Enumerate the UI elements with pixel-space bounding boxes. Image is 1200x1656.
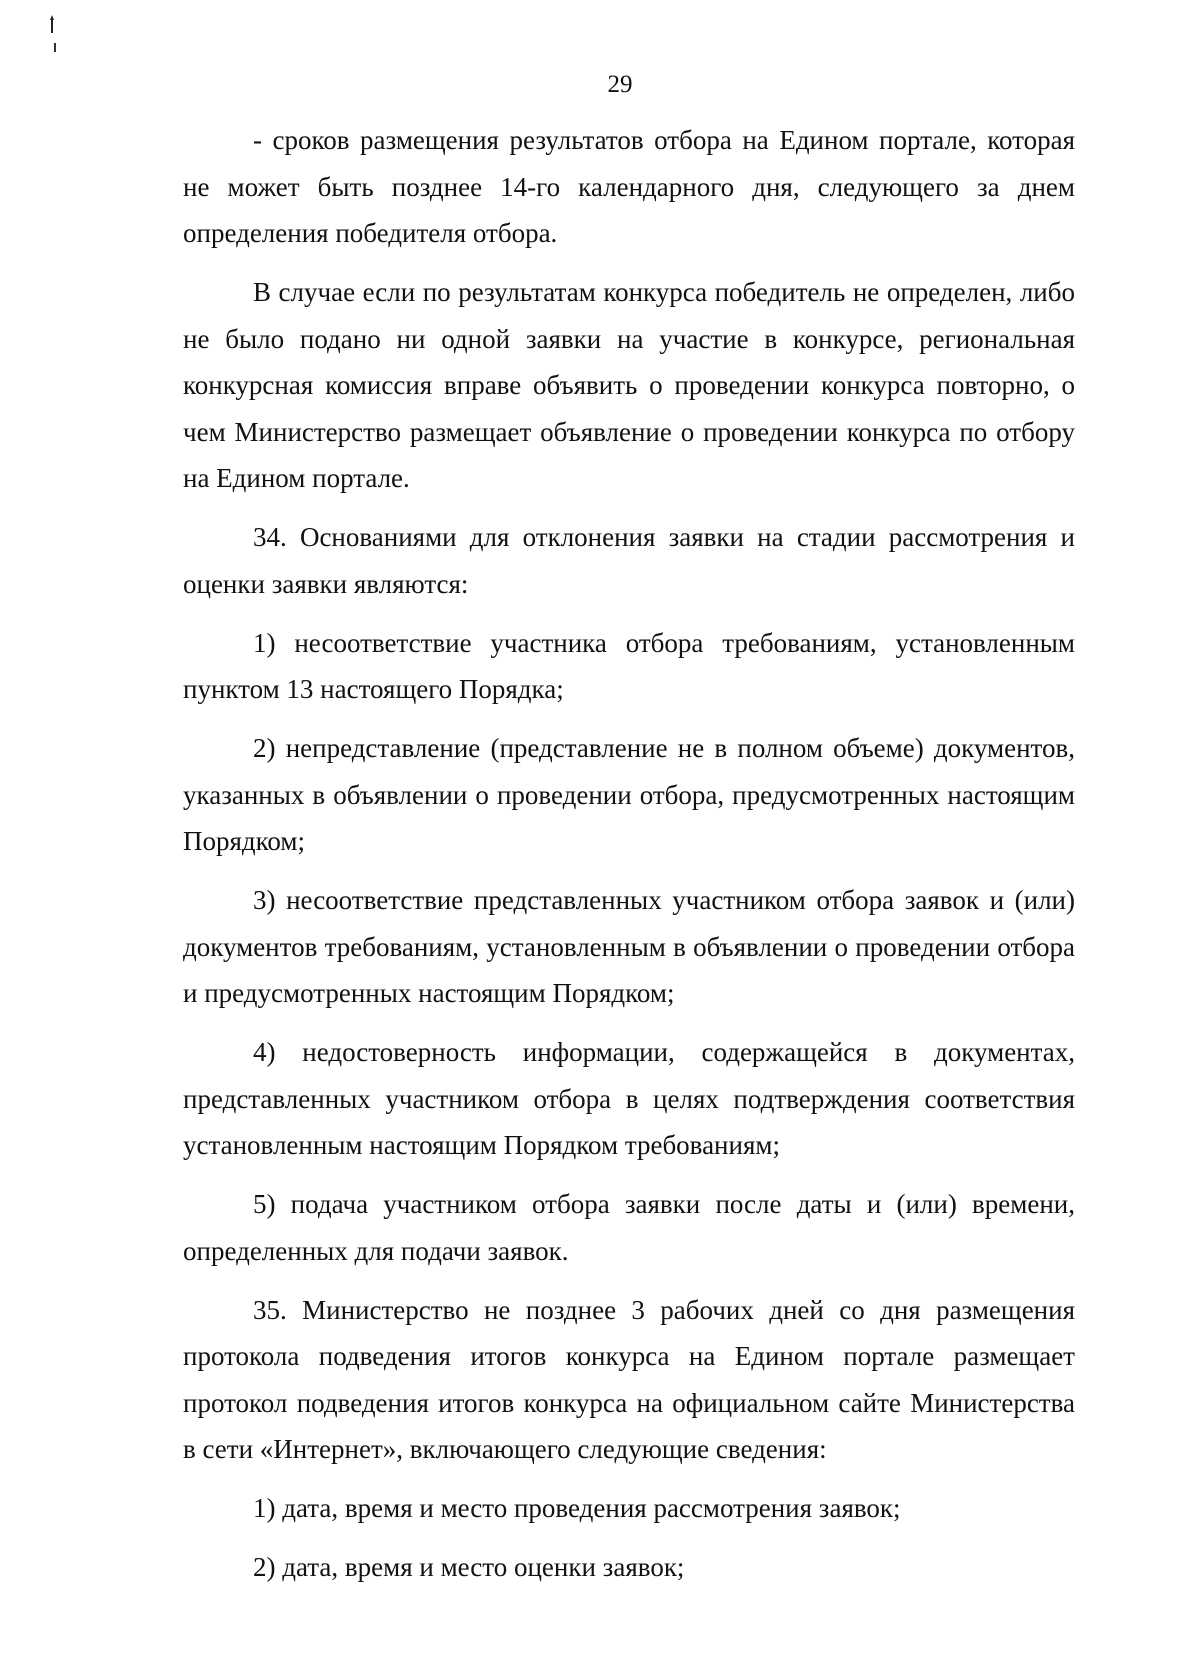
list-item-34-4: 4) недостоверность информации, содержащейся в документах, представленных участником отбора в целях подтверждения соответствия установленным настоящим Порядком требованиям; (183, 1037, 1075, 1160)
list-item-34-2: 2) непредставление (представление не в полном объеме) документов, указанных в объявлении о проведении отбора, предусмотренных настоящим Порядком; (183, 733, 1075, 856)
paragraph-repeat-competition: В случае если по результатам конкурса победитель не определен, либо не было подано ни одной заявки на участие в конкурсе, региональная конкурсная комиссия вправе объявить о проведении конкурса повторно, о чем Министерство размещает объявление о проведении конкурса по отбору на Едином портале. (183, 277, 1075, 493)
paragraph-results-deadline: - сроков размещения результатов отбора на Едином портале, которая не может быть позднее 14-го календарного дня, следующего за днем определения победителя отбора. (183, 125, 1075, 248)
list-item-34-5: 5) подача участником отбора заявки после даты и (или) времени, определенных для подачи заявок. (183, 1189, 1075, 1266)
page-number: 29 (607, 71, 633, 98)
list-item-34-1: 1) несоответствие участника отбора требованиям, установленным пунктом 13 настоящего Порядка; (183, 627, 1075, 704)
paragraph-35-protocol: 35. Министерство не позднее 3 рабочих дней со дня размещения протокола подведения итогов конкурса на Едином портале размещает протокол подведения итогов конкурса на официальном сайте Министерства в сети «Интернет», включающего следующие сведения: (183, 1294, 1075, 1464)
list-item-35-2: 2) дата, время и место оценки заявок; (253, 1552, 685, 1582)
document-body (183, 117, 1075, 1603)
paragraph-34-grounds: 34. Основаниями для отклонения заявки на стадии рассмотрения и оценки заявки являются: (183, 522, 1075, 599)
list-item-34-3: 3) несоответствие представленных участником отбора заявок и (или) документов требованиям, установленным в объявлении о проведении отбора и предусмотренных настоящим Порядком; (183, 885, 1075, 1008)
scan-artifact-dot (54, 43, 56, 52)
scan-artifact-icon (49, 14, 55, 34)
list-item-35-1: 1) дата, время и место проведения рассмотрения заявок; (253, 1493, 901, 1523)
